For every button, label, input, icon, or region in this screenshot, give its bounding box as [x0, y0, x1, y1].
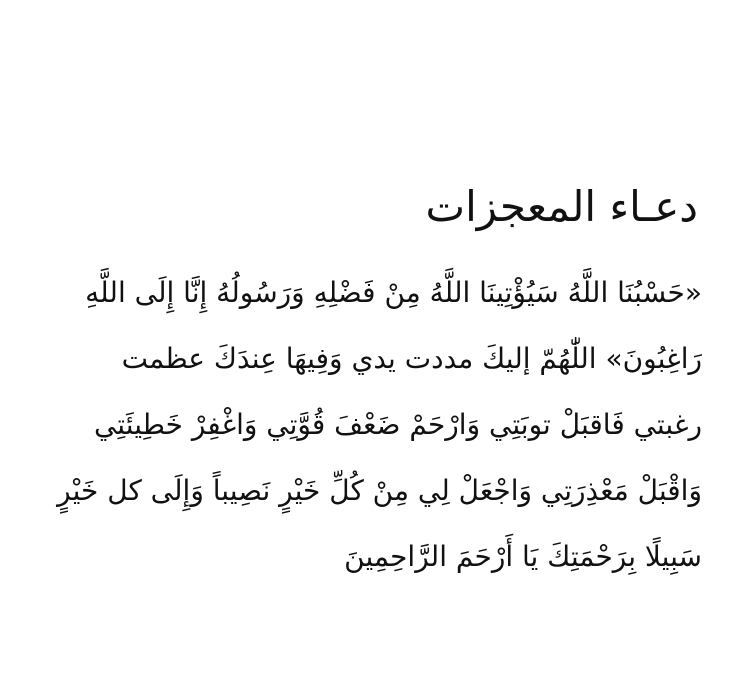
prayer-text — [30, 260, 702, 590]
prayer-line-4: وَاقْبَلْ مَعْذِرَتِي وَاجْعَلْ لِي مِنْ كُلِّ خَيْرٍ نَصِيباً وَإِلَى كل خَيْرٍ — [57, 474, 702, 507]
prayer-line-2: رَاغِبُونَ» اللّٰهُمّ إليكَ مددت يدي وَفِيهَا عِندَكَ عظمت — [121, 342, 702, 375]
page-title: دعـاء المعجزات — [425, 182, 698, 231]
prayer-line-3: رغبتي فَاقبَلْ توبَتِي وَارْحَمْ ضَعْفَ قُوَّتِي وَاغْفِرْ خَطِيئَتِي — [93, 408, 702, 441]
prayer-line-5: سَبِيلًا بِرَحْمَتِكَ يَا أَرْحَمَ الرَّاحِمِينَ — [344, 540, 702, 573]
prayer-line-1: «حَسْبُنَا اللَّهُ سَيُؤْتِينَا اللَّهُ مِنْ فَضْلِهِ وَرَسُولُهُ إِنَّا إِلَى اللَّهِ — [85, 276, 702, 309]
